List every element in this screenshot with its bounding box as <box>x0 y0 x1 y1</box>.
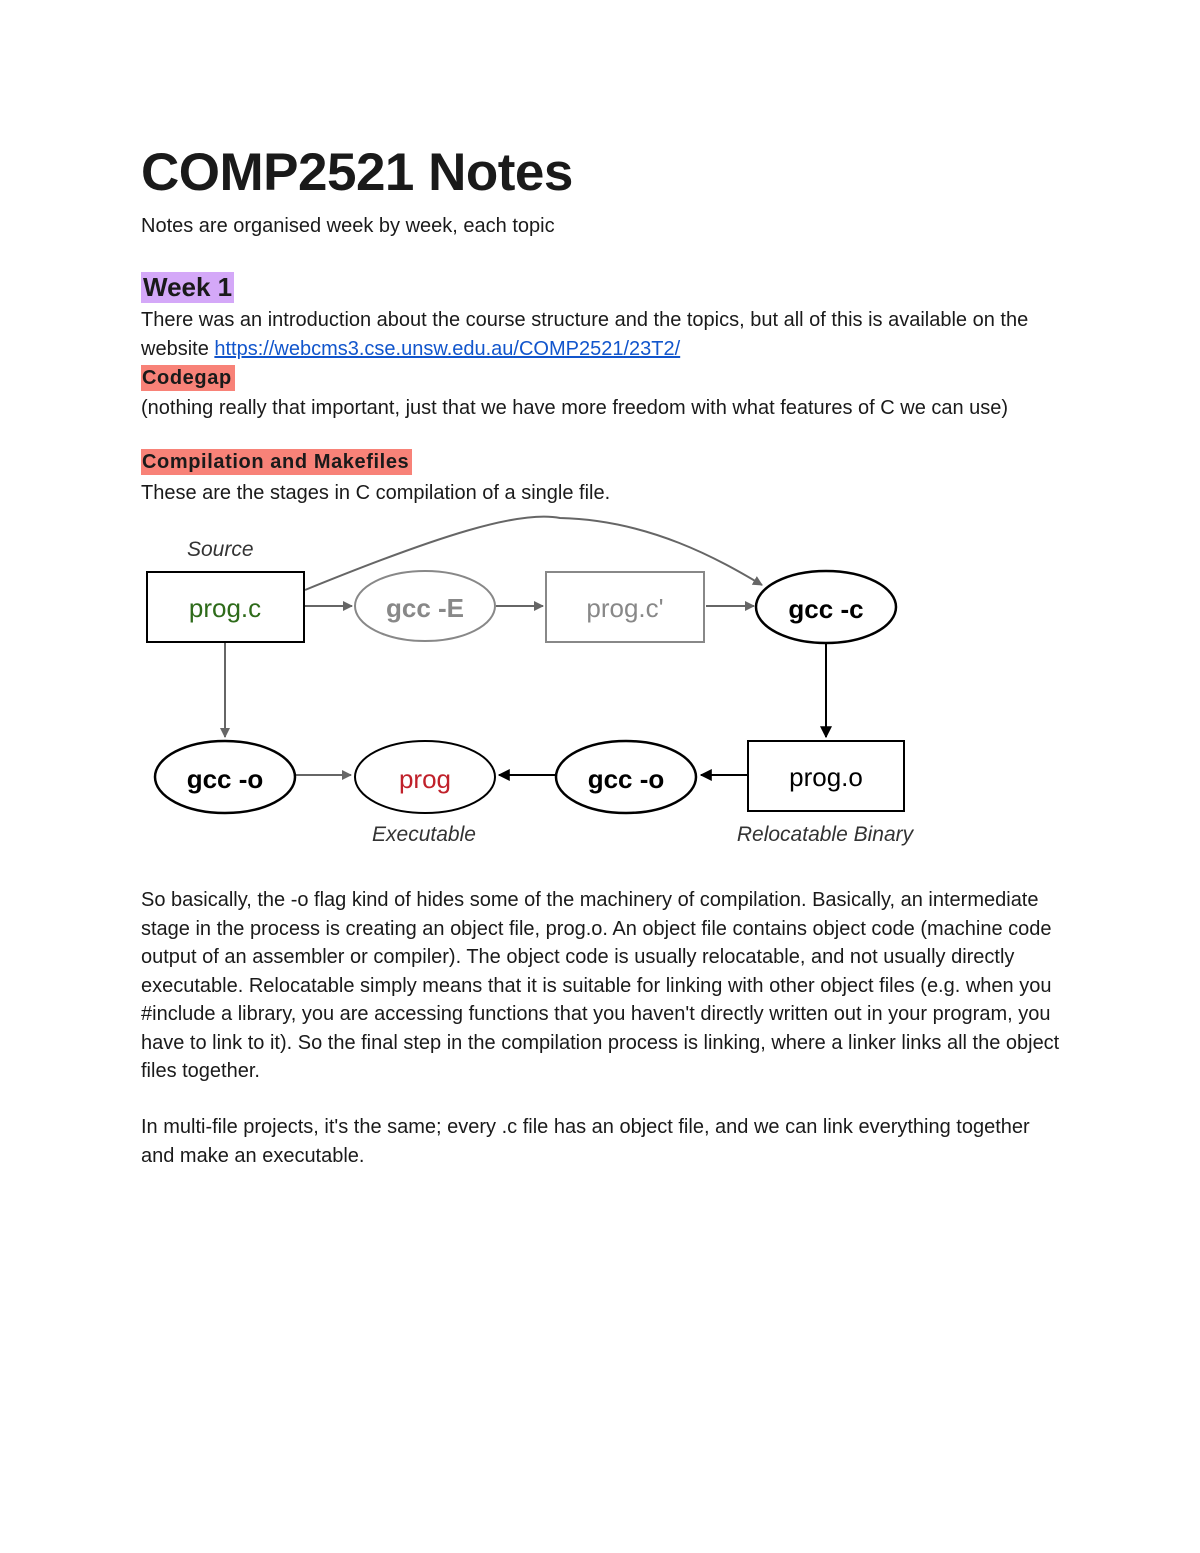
course-website-link[interactable]: https://webcms3.cse.unsw.edu.au/COMP2521/23T2/ <box>214 337 681 360</box>
node-gcc-o-right-label: gcc -o <box>587 764 665 794</box>
page-subtitle: Notes are organised week by week, each topic <box>141 215 555 237</box>
node-prog-label: prog <box>398 764 452 794</box>
node-gcc-e-label: gcc -E <box>385 593 465 623</box>
caption-relocatable-binary: Relocatable Binary <box>736 823 914 846</box>
caption-source: Source <box>187 538 254 561</box>
node-prog-c-prime-label: prog.c' <box>586 593 664 623</box>
caption-executable: Executable <box>372 823 476 846</box>
codegap-heading: Codegap <box>141 365 235 391</box>
explanation-paragraph: So basically, the -o flag kind of hides some of the machinery of compilation. Basically, an intermediate stage in the process is creating an object file, prog.o. An object file contains object code (machine code output of an assembler or compiler). The object code is usually relocatable, and not usually directly executable. Relocatable simply means that it is suitable for linking with other object files (e.g. when you #include a library, you are accessing functions that you haven't directly written out in your program, you have to link to it). So the final step in the compilation process is linking, where a linker links all the object files together. <box>141 889 1060 1082</box>
node-prog-o-label: prog.o <box>789 762 863 792</box>
compilation-intro: These are the stages in C compilation of a single file. <box>141 482 611 504</box>
page-title: COMP2521 Notes <box>141 143 573 202</box>
codegap-paragraph: (nothing really that important, just that we have more freedom with what features of C we can use) <box>141 397 1009 419</box>
node-prog-c-label: prog.c <box>188 593 262 623</box>
intro-paragraph <box>141 306 1051 363</box>
week-1-heading: Week 1 <box>143 272 233 302</box>
node-gcc-c-label: gcc -c <box>788 594 864 624</box>
node-gcc-o-left-label: gcc -o <box>186 764 264 794</box>
compilation-heading: Compilation and Makefiles <box>141 449 412 475</box>
multi-file-paragraph: In multi-file projects, it's the same; every .c file has an object file, and we can link everything together and make an executable. <box>141 1116 1030 1167</box>
intro-text: There was an introduction about the course structure and the topics, but all of this is available on the website <box>141 309 1029 360</box>
